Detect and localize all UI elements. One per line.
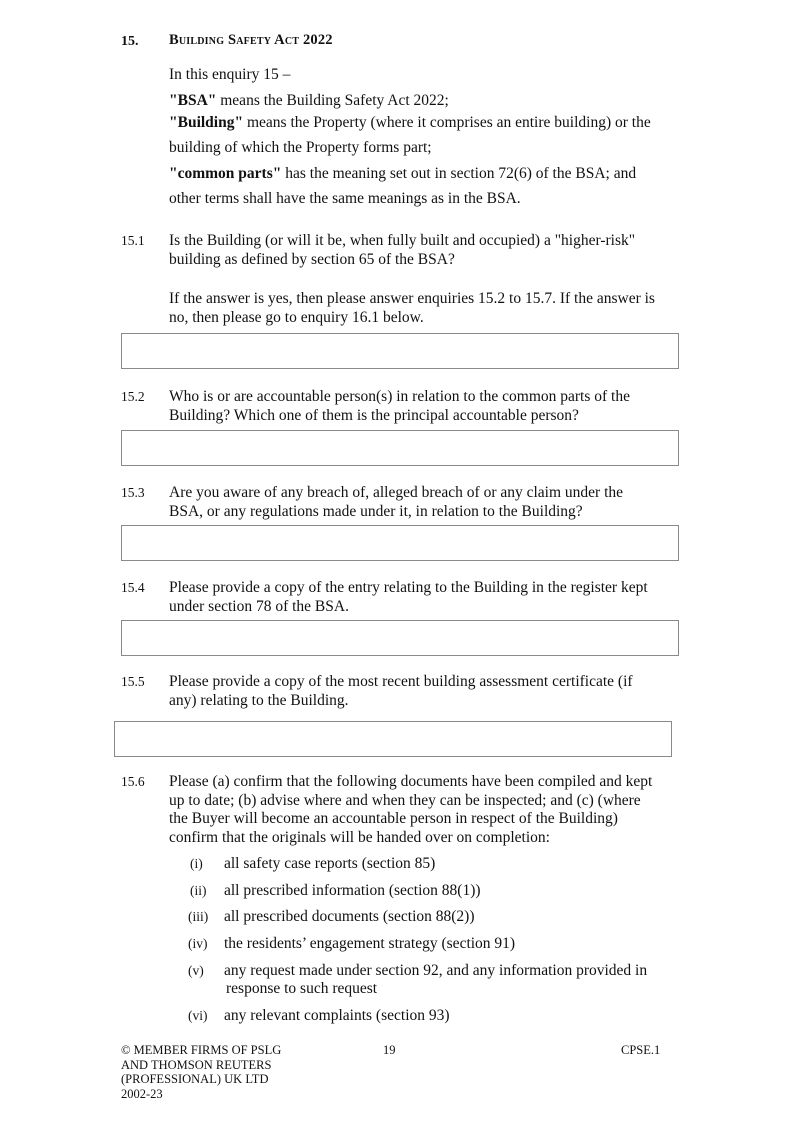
- definition-building: [169, 113, 651, 132]
- question-number: 15.4: [121, 580, 145, 595]
- definition-term: "common parts": [169, 165, 282, 182]
- list-item-number: (i): [190, 856, 203, 871]
- list-item-text: all safety case reports (section 85): [224, 855, 436, 872]
- footer-line: AND THOMSON REUTERS: [121, 1057, 272, 1072]
- question-number: 15.1: [121, 233, 145, 248]
- section-number: 15.: [121, 34, 139, 49]
- list-item-text: all prescribed documents (section 88(2)): [224, 908, 475, 925]
- question-number: 15.3: [121, 485, 145, 500]
- definition-text: means the Building Safety Act 2022;: [216, 92, 449, 109]
- footer-line: 2002-23: [121, 1086, 163, 1101]
- list-item-text: all prescribed information (section 88(1)): [224, 882, 481, 899]
- definitions-intro: In this enquiry 15 –: [169, 66, 291, 83]
- list-item-number: (v): [188, 963, 204, 978]
- question-number: 15.5: [121, 674, 145, 689]
- question-text-line: Please provide a copy of the entry relating to the Building in the register kept: [169, 579, 648, 596]
- list-item-text: the residents’ engagement strategy (section 91): [224, 935, 516, 952]
- list-item-text: any relevant complaints (section 93): [224, 1007, 450, 1024]
- question-text-line: any) relating to the Building.: [169, 692, 349, 709]
- question-number: 15.2: [121, 389, 145, 404]
- list-item-number: (iii): [188, 909, 209, 924]
- document-code: CPSE.1: [621, 1043, 661, 1057]
- question-text-line: the Buyer will become an accountable person in respect of the Building): [169, 810, 618, 827]
- answer-box-15-3[interactable]: [121, 525, 679, 561]
- question-text-line: Is the Building (or will it be, when fully built and occupied) a "higher-risk": [169, 232, 636, 249]
- footer-copyright: [121, 1043, 281, 1101]
- page-number: 19: [383, 1043, 396, 1057]
- footer-line: © MEMBER FIRMS OF PSLG: [121, 1043, 282, 1057]
- question-number: 15.6: [121, 774, 145, 789]
- definition-text: has the meaning set out in section 72(6) of the BSA; and: [281, 165, 637, 182]
- list-item-number: (vi): [188, 1008, 208, 1023]
- definition-common-parts-cont: other terms shall have the same meanings as in the BSA.: [169, 190, 521, 207]
- list-item-text: response to such request: [226, 980, 378, 997]
- answer-box-15-2[interactable]: [121, 430, 679, 466]
- definition-common-parts: [169, 164, 636, 183]
- question-text-line: Please provide a copy of the most recent building assessment certificate (if: [169, 673, 633, 690]
- question-text-line: confirm that the originals will be handed over on completion:: [169, 829, 550, 846]
- section-title: Building Safety Act 2022: [169, 32, 333, 48]
- question-text-line: Are you aware of any breach of, alleged breach of or any claim under the: [169, 484, 624, 501]
- question-text-line: building as defined by section 65 of the BSA?: [169, 251, 455, 268]
- answer-box-15-1[interactable]: [121, 333, 679, 369]
- definition-building-cont: building of which the Property forms part;: [169, 139, 432, 156]
- answer-box-15-4[interactable]: [121, 620, 679, 656]
- question-note-line: no, then please go to enquiry 16.1 below.: [169, 309, 424, 326]
- question-note-line: If the answer is yes, then please answer enquiries 15.2 to 15.7. If the answer is: [169, 290, 655, 307]
- question-text-line: up to date; (b) advise where and when they can be inspected; and (c) (where: [169, 792, 641, 809]
- list-item-number: (ii): [190, 883, 207, 898]
- question-text-line: Please (a) confirm that the following documents have been compiled and kept: [169, 773, 653, 790]
- list-item-number: (iv): [188, 936, 208, 951]
- definition-bsa: [169, 91, 449, 110]
- question-text-line: under section 78 of the BSA.: [169, 598, 349, 615]
- question-text-line: BSA, or any regulations made under it, in relation to the Building?: [169, 503, 583, 520]
- question-text-line: Building? Which one of them is the principal accountable person?: [169, 407, 579, 424]
- definition-term: "BSA": [169, 92, 217, 109]
- question-text-line: Who is or are accountable person(s) in relation to the common parts of the: [169, 388, 630, 405]
- answer-box-15-5[interactable]: [114, 721, 672, 757]
- list-item-text: any request made under section 92, and any information provided in: [224, 962, 648, 979]
- definition-text: means the Property (where it comprises an entire building) or the: [243, 114, 651, 131]
- footer-line: (PROFESSIONAL) UK LTD: [121, 1072, 269, 1086]
- definition-term: "Building": [169, 114, 244, 131]
